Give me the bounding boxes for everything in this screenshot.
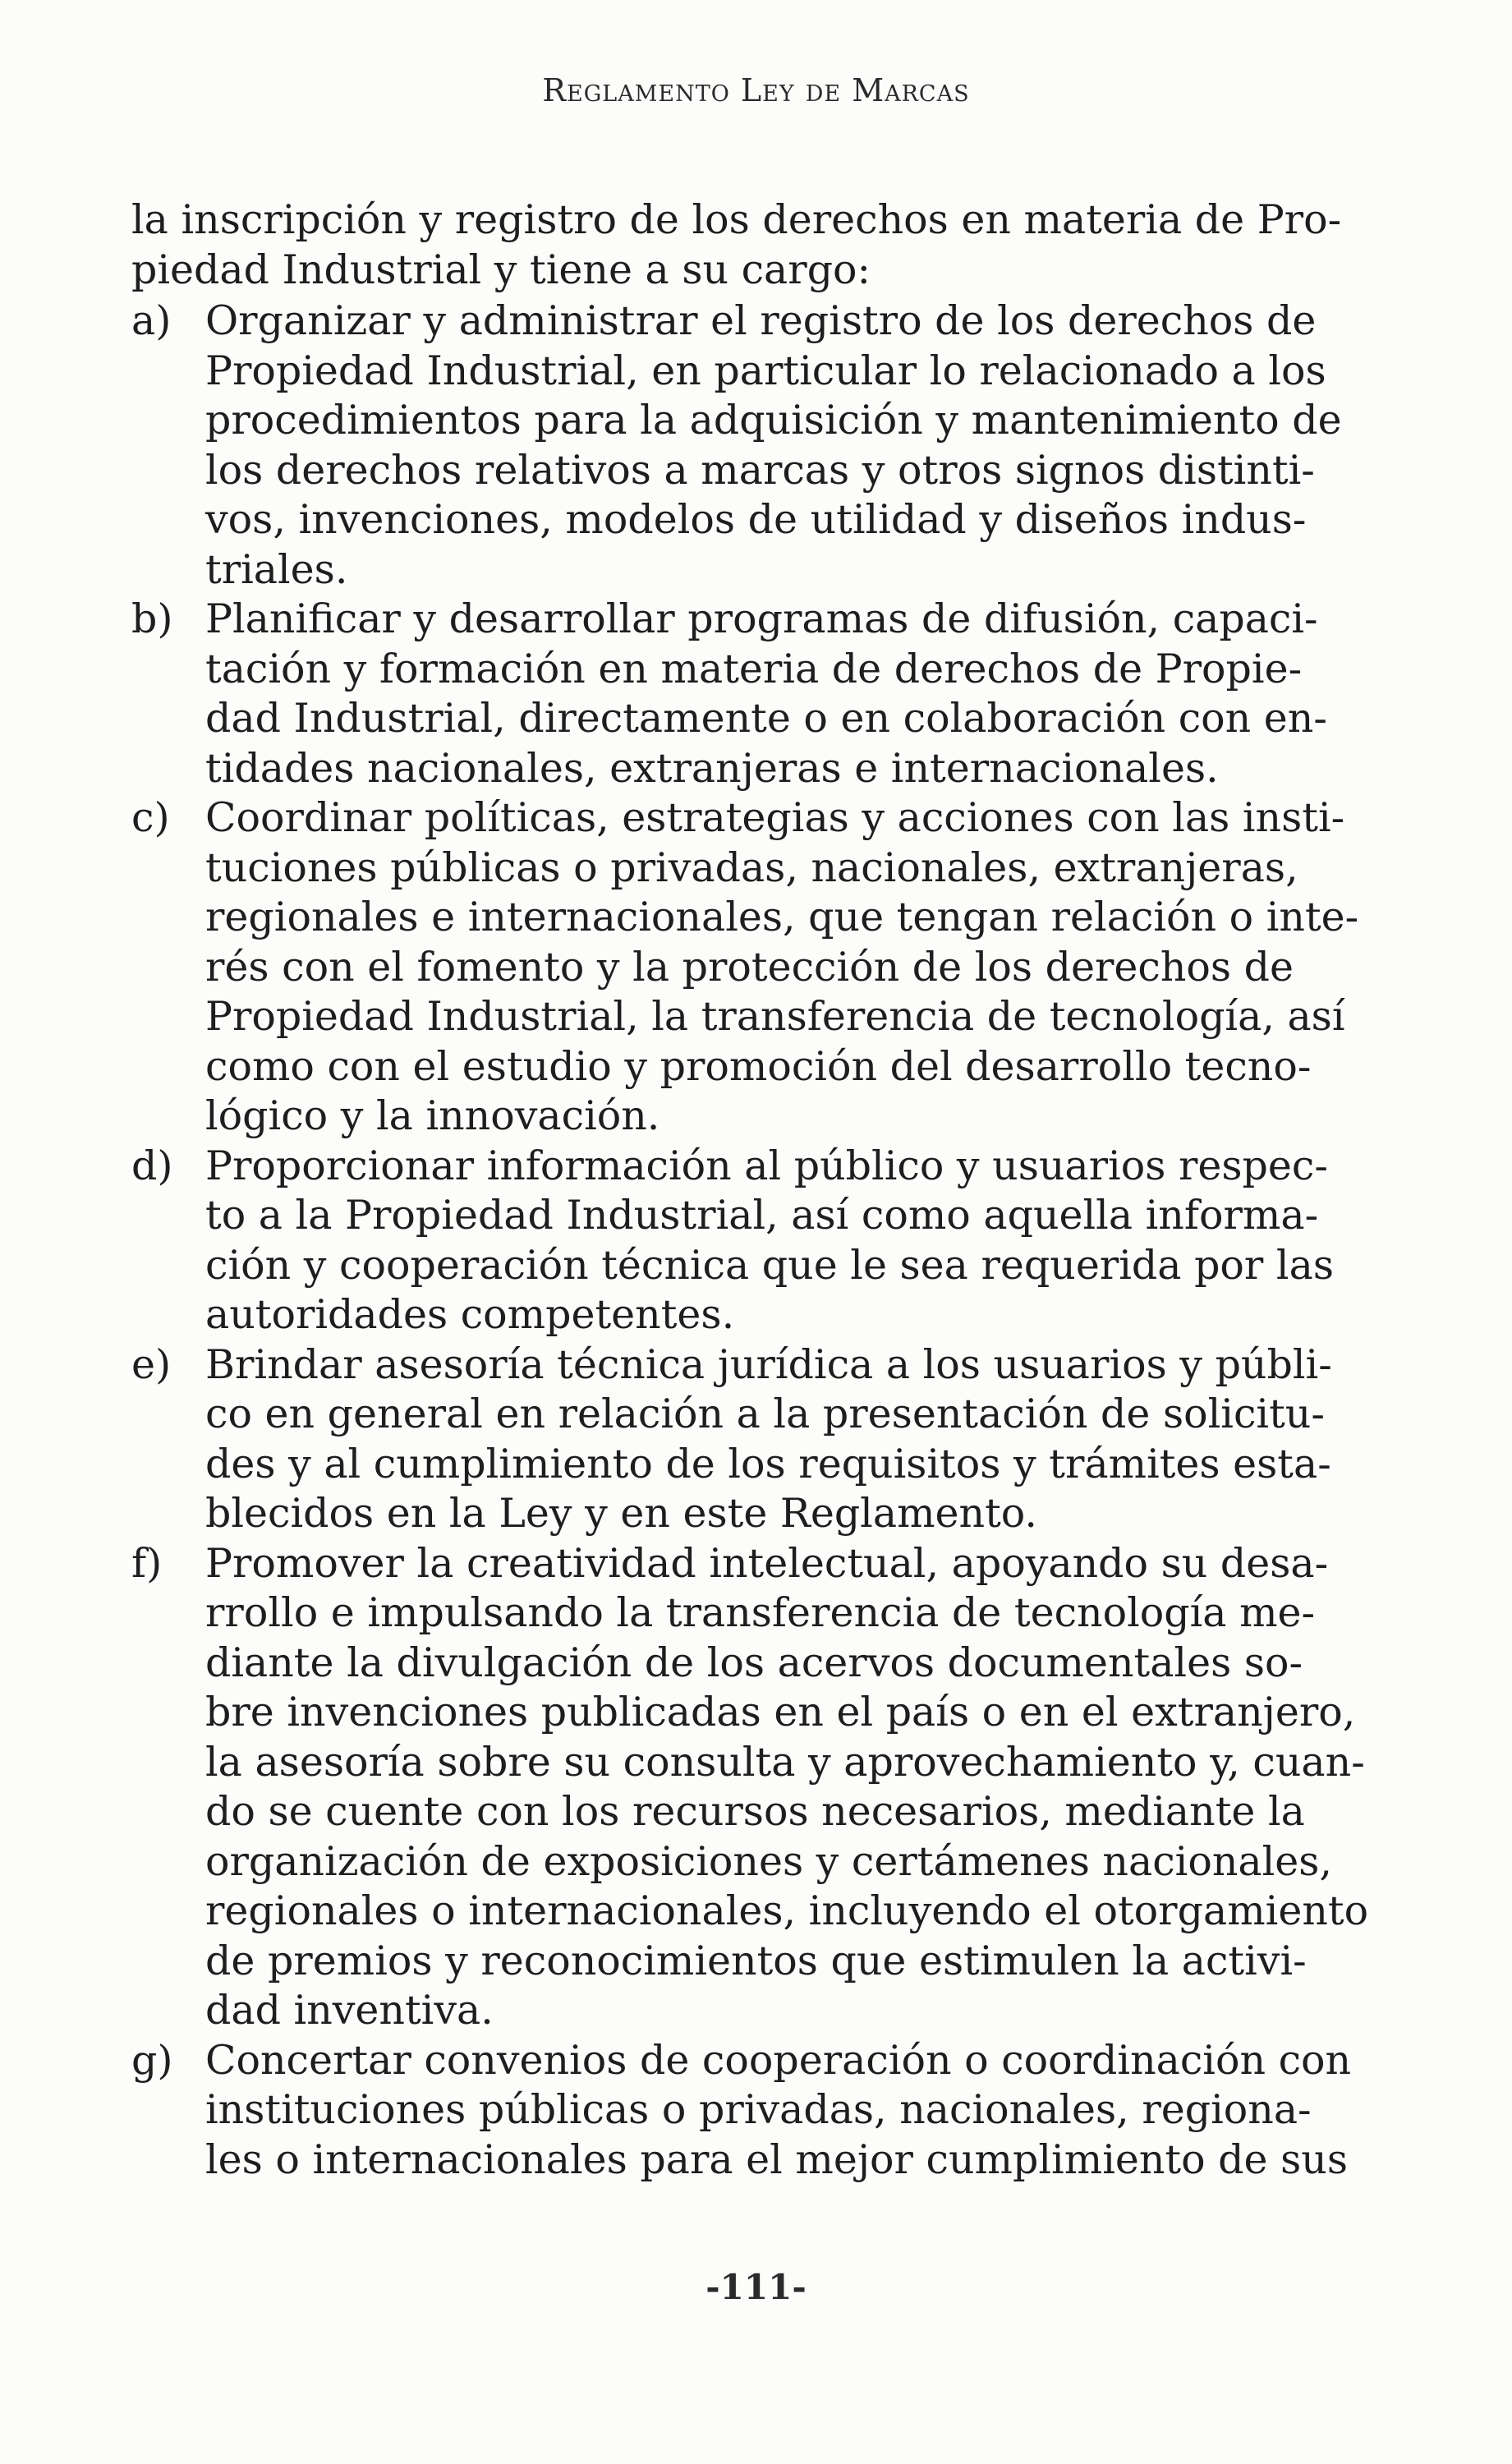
list-marker: e) bbox=[131, 1340, 172, 1388]
list-item-text: Organizar y administrar el registro de los derechos de Propiedad Industrial, en particular lo relacionado a los procedimientos para la adquisición y mantenimiento de los derechos relativos a marcas y otros signos distinti- vos, invenciones, modelos de utilidad y diseños indus- triales. bbox=[205, 297, 1342, 593]
body-text bbox=[131, 195, 1380, 2185]
list-item-text: Promover la creatividad intelectual, apoyando su desa- rrollo e impulsando la transferencia de tecnología me- diante la divulgación de los acervos documentales so- bre invenciones publicadas en el país o en el extranjero, la asesoría sobre su consulta y aprovechamiento y, cuan- do se cuente con los recursos necesarios, mediante la organización de exposiciones y certámenes nacionales, regionales o internacionales, incluyendo el otorgamiento de premios y reconocimientos que estimulen la activi- dad inventiva. bbox=[205, 1539, 1369, 2034]
list-marker: d) bbox=[131, 1142, 173, 1189]
intro-text: la inscripción y registro de los derechos en materia de Pro- piedad Industrial y tiene a su cargo: bbox=[131, 196, 1342, 293]
list-marker: g) bbox=[131, 2036, 173, 2084]
list-marker: c) bbox=[131, 794, 170, 841]
list-item-text: Planificar y desarrollar programas de difusión, capaci- tación y formación en materia de derechos de Propie- dad Industrial, directamente o en colaboración con en- tidades nacionales, extranjeras e internacionales. bbox=[205, 595, 1327, 792]
intro-paragraph bbox=[131, 195, 1380, 295]
list-marker: b) bbox=[131, 595, 173, 642]
list-item-b bbox=[131, 595, 1380, 793]
list-item-e bbox=[131, 1340, 1380, 1539]
list-item-g bbox=[131, 2036, 1380, 2186]
list-item-d bbox=[131, 1142, 1380, 1340]
list-item-c bbox=[131, 793, 1380, 1142]
list-marker: a) bbox=[131, 297, 172, 344]
page-number: -111- bbox=[705, 2267, 807, 2307]
list-item-text: Proporcionar información al público y usuarios respec- to a la Propiedad Industrial, así como aquella informa- ción y cooperación técnica que le sea requerida por las autoridades competentes. bbox=[205, 1142, 1334, 1338]
list-item-text: Concertar convenios de cooperación o coordinación con instituciones públicas o privadas, nacionales, regiona- les o internacionales para el mejor cumplimiento de sus bbox=[205, 2036, 1352, 2183]
list-item-text: Coordinar políticas, estrategias y acciones con las insti- tuciones públicas o privadas, nacionales, extranjeras, regionales e internacionales, que tengan relación o inte- rés con el fomento y la protección de los derechos de Propiedad Industrial, la transferencia de tecnología, así como con el estudio y promoción del desarrollo tecno- lógico y la innovación. bbox=[205, 794, 1359, 1139]
list-item-a bbox=[131, 297, 1380, 595]
list-item-text: Brindar asesoría técnica jurídica a los usuarios y públi- co en general en relación a la presentación de solicitu- des y al cumplimiento de los requisitos y trámites esta- blecidos en la Ley y en este Reglamento. bbox=[205, 1340, 1332, 1537]
running-head: Reglamento Ley de Marcas bbox=[542, 72, 970, 108]
list-marker: f) bbox=[131, 1539, 163, 1587]
list-item-f bbox=[131, 1539, 1380, 2036]
